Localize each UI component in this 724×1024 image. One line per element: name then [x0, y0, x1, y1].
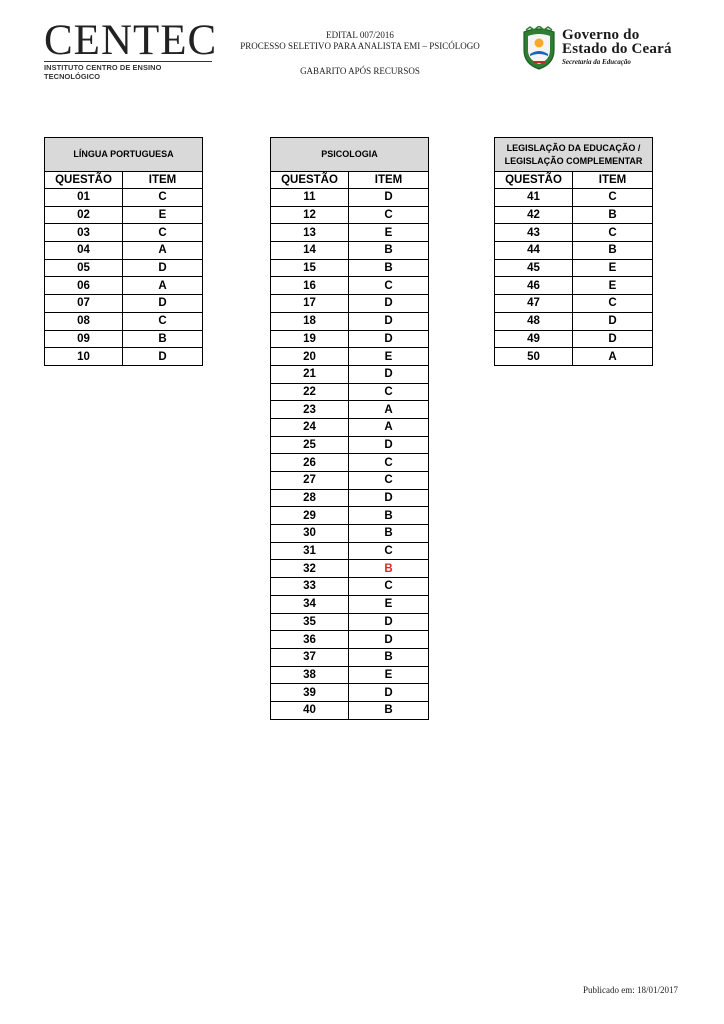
- question-number: 46: [495, 277, 573, 295]
- answer-item: C: [349, 542, 429, 560]
- answer-item: E: [349, 595, 429, 613]
- table-row: [271, 701, 429, 719]
- question-number: 43: [495, 224, 573, 242]
- published-date: Publicado em: 18/01/2017: [583, 985, 678, 995]
- question-number: 31: [271, 542, 349, 560]
- edital-line: EDITAL 007/2016: [326, 30, 394, 40]
- question-number: 17: [271, 295, 349, 313]
- gov-logo-line1: Governo do: [562, 27, 640, 43]
- question-number: 34: [271, 595, 349, 613]
- question-number: 18: [271, 312, 349, 330]
- table-row: [45, 277, 203, 295]
- table-row: [45, 242, 203, 260]
- answer-table-legislacao: [494, 137, 653, 366]
- question-number: 23: [271, 401, 349, 419]
- question-number: 40: [271, 701, 349, 719]
- question-number: 47: [495, 295, 573, 313]
- process-line: PROCESSO SELETIVO PARA ANALISTA EMI – PSICÓLOGO: [240, 41, 480, 51]
- question-number: 21: [271, 365, 349, 383]
- question-number: 01: [45, 189, 123, 207]
- answer-item: D: [123, 295, 203, 313]
- answer-item: C: [349, 578, 429, 596]
- answer-item: E: [349, 666, 429, 684]
- table-row: [45, 189, 203, 207]
- question-number: 08: [45, 312, 123, 330]
- question-number: 16: [271, 277, 349, 295]
- table-row: [271, 189, 429, 207]
- table-title: [495, 138, 653, 172]
- answer-item-changed: B: [349, 560, 429, 578]
- table-row: [495, 295, 653, 313]
- question-number: 14: [271, 242, 349, 260]
- table-row: [495, 312, 653, 330]
- table-row: [271, 312, 429, 330]
- table-row: [271, 277, 429, 295]
- question-number: 06: [45, 277, 123, 295]
- question-number: 12: [271, 206, 349, 224]
- table-row: [271, 542, 429, 560]
- table-row: [271, 472, 429, 490]
- column-header-questao: QUESTÃO: [271, 172, 349, 189]
- table-row: [271, 578, 429, 596]
- question-number: 03: [45, 224, 123, 242]
- column-header-item: ITEM: [123, 172, 203, 189]
- answer-item: C: [349, 383, 429, 401]
- question-number: 35: [271, 613, 349, 631]
- question-number: 41: [495, 189, 573, 207]
- column-header-questao: QUESTÃO: [45, 172, 123, 189]
- table-row: [495, 277, 653, 295]
- table-row: [45, 312, 203, 330]
- question-number: 13: [271, 224, 349, 242]
- table-row: [271, 507, 429, 525]
- answer-item: B: [349, 259, 429, 277]
- answer-item: D: [349, 489, 429, 507]
- question-number: 29: [271, 507, 349, 525]
- table-row: [271, 224, 429, 242]
- centec-logo: [44, 17, 218, 81]
- column-header-questao: QUESTÃO: [495, 172, 573, 189]
- document-header: [230, 30, 490, 77]
- answer-item: D: [349, 436, 429, 454]
- question-number: 11: [271, 189, 349, 207]
- answer-item: D: [123, 259, 203, 277]
- question-number: 37: [271, 648, 349, 666]
- governo-ceara-logo: [520, 26, 690, 70]
- answer-item: E: [573, 277, 653, 295]
- table-row: [45, 348, 203, 366]
- gabarito-title: GABARITO APÓS RECURSOS: [300, 66, 420, 76]
- table-row: [271, 206, 429, 224]
- answer-item: D: [349, 684, 429, 702]
- table-title-line2: LEGISLAÇÃO COMPLEMENTAR: [504, 155, 643, 166]
- answer-item: C: [349, 277, 429, 295]
- question-number: 10: [45, 348, 123, 366]
- ceara-coat-of-arms-icon: [520, 26, 558, 70]
- question-number: 44: [495, 242, 573, 260]
- question-number: 45: [495, 259, 573, 277]
- answer-item: C: [123, 312, 203, 330]
- question-number: 24: [271, 418, 349, 436]
- question-number: 38: [271, 666, 349, 684]
- answer-item: E: [349, 224, 429, 242]
- table-row: [271, 454, 429, 472]
- table-row: [495, 224, 653, 242]
- answer-item: B: [349, 525, 429, 543]
- table-row: [271, 525, 429, 543]
- answer-item: D: [123, 348, 203, 366]
- centec-logo-subtitle: INSTITUTO CENTRO DE ENSINO TECNOLÓGICO: [44, 61, 212, 81]
- question-number: 28: [271, 489, 349, 507]
- question-number: 04: [45, 242, 123, 260]
- table-row: [45, 224, 203, 242]
- table-row: [495, 330, 653, 348]
- answer-item: B: [349, 648, 429, 666]
- centec-logo-word: CENTEC: [44, 17, 218, 64]
- answer-item: D: [573, 330, 653, 348]
- answer-item: B: [349, 507, 429, 525]
- table-title: LÍNGUA PORTUGUESA: [45, 138, 203, 172]
- table-row: [271, 613, 429, 631]
- answer-item: A: [123, 242, 203, 260]
- question-number: 30: [271, 525, 349, 543]
- question-number: 20: [271, 348, 349, 366]
- question-number: 50: [495, 348, 573, 366]
- gov-logo-line3: Secretaria da Educação: [562, 58, 631, 66]
- table-row: [495, 189, 653, 207]
- question-number: 25: [271, 436, 349, 454]
- answer-item: C: [349, 206, 429, 224]
- answer-table-psicologia: [270, 137, 429, 720]
- answer-item: B: [349, 242, 429, 260]
- table-row: [271, 666, 429, 684]
- answer-item: C: [573, 295, 653, 313]
- table-row: [271, 648, 429, 666]
- column-header-item: ITEM: [573, 172, 653, 189]
- answer-item: C: [349, 472, 429, 490]
- table-row: [271, 489, 429, 507]
- table-row: [495, 259, 653, 277]
- table-row: [271, 295, 429, 313]
- gov-logo-line2: Estado do Ceará: [562, 41, 672, 57]
- table-row: [271, 259, 429, 277]
- answer-item: A: [349, 418, 429, 436]
- answer-item: A: [123, 277, 203, 295]
- question-number: 42: [495, 206, 573, 224]
- question-number: 05: [45, 259, 123, 277]
- answer-item: E: [349, 348, 429, 366]
- answer-item: D: [349, 365, 429, 383]
- table-row: [271, 348, 429, 366]
- answer-item: C: [123, 189, 203, 207]
- table-row: [271, 418, 429, 436]
- answer-item: A: [573, 348, 653, 366]
- question-number: 49: [495, 330, 573, 348]
- answer-item: D: [349, 330, 429, 348]
- table-row: [271, 242, 429, 260]
- answer-item: B: [573, 242, 653, 260]
- column-header-item: ITEM: [349, 172, 429, 189]
- table-title-line1: LEGISLAÇÃO DA EDUCAÇÃO /: [506, 142, 641, 153]
- answer-item: C: [573, 189, 653, 207]
- answer-item: C: [573, 224, 653, 242]
- answer-item: D: [349, 295, 429, 313]
- answer-item: E: [573, 259, 653, 277]
- answer-item: D: [573, 312, 653, 330]
- table-row: [271, 684, 429, 702]
- table-row: [271, 365, 429, 383]
- table-row: [271, 436, 429, 454]
- table-row: [45, 259, 203, 277]
- question-number: 19: [271, 330, 349, 348]
- answer-table-portugues: [44, 137, 203, 366]
- answer-item: D: [349, 631, 429, 649]
- question-number: 07: [45, 295, 123, 313]
- question-number: 09: [45, 330, 123, 348]
- table-row: [495, 206, 653, 224]
- table-row: [271, 401, 429, 419]
- answer-item: E: [123, 206, 203, 224]
- table-row: [45, 206, 203, 224]
- table-row: [271, 383, 429, 401]
- answer-item: D: [349, 189, 429, 207]
- table-row: [271, 330, 429, 348]
- table-row: [495, 348, 653, 366]
- question-number: 22: [271, 383, 349, 401]
- table-row: [495, 242, 653, 260]
- question-number: 39: [271, 684, 349, 702]
- table-row: [271, 560, 429, 578]
- answer-item: B: [349, 701, 429, 719]
- answer-item: B: [123, 330, 203, 348]
- question-number: 26: [271, 454, 349, 472]
- question-number: 02: [45, 206, 123, 224]
- question-number: 15: [271, 259, 349, 277]
- answer-item: C: [349, 454, 429, 472]
- question-number: 32: [271, 560, 349, 578]
- answer-item: C: [123, 224, 203, 242]
- table-row: [271, 595, 429, 613]
- answer-item: D: [349, 613, 429, 631]
- answer-item: B: [573, 206, 653, 224]
- question-number: 27: [271, 472, 349, 490]
- table-row: [271, 631, 429, 649]
- question-number: 48: [495, 312, 573, 330]
- answer-item: A: [349, 401, 429, 419]
- table-title: PSICOLOGIA: [271, 138, 429, 172]
- table-row: [45, 295, 203, 313]
- table-row: [45, 330, 203, 348]
- answer-item: D: [349, 312, 429, 330]
- question-number: 33: [271, 578, 349, 596]
- question-number: 36: [271, 631, 349, 649]
